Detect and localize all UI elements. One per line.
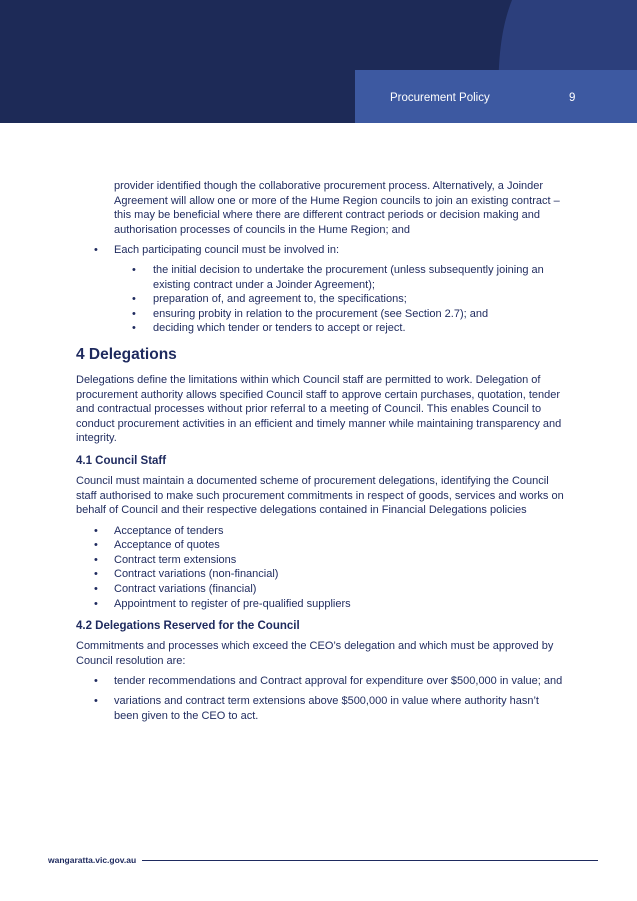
participating-sublist [76, 263, 566, 336]
list-item-text: Appointment to register of pre-qualified suppliers [114, 597, 351, 610]
document-body [76, 179, 566, 728]
reserved-paragraph: Commitments and processes which exceed the CEO’s delegation and which must be approved by Council resolution are: [76, 640, 554, 667]
list-item [76, 307, 566, 322]
bullet-icon: • [132, 322, 136, 335]
bullet-icon: • [94, 568, 98, 581]
list-item [76, 597, 566, 612]
list-item-text: Each participating council must be involved in: [114, 244, 340, 257]
footer-website-link[interactable]: wangaratta.vic.gov.au [48, 855, 137, 865]
subsection-heading-reserved: 4.2 Delegations Reserved for the Council [76, 620, 300, 633]
list-item [76, 524, 566, 539]
reserved-list [76, 674, 566, 723]
section-heading-delegations: 4 Delegations [76, 345, 177, 363]
footer-divider [142, 860, 598, 861]
bullet-icon: • [132, 307, 136, 320]
list-item-text: preparation of, and agreement to, the specifications; [153, 293, 407, 306]
delegations-paragraph: Delegations define the limitations within which Council staff are permitted to work. Delegation of procurement authority allows specified Council staff to approve certain purchases, quotation, tender and contractual processes without prior referral to a meeting of Council. This enables Council to conduct procurement activities in an efficient and timely manner while maintaining transparency and integrity. [76, 373, 562, 445]
bullet-icon: • [94, 675, 98, 688]
list-item-text: Contract variations (non-financial) [114, 568, 279, 581]
list-item [76, 263, 566, 292]
list-item [76, 292, 566, 307]
bullet-icon: • [94, 539, 98, 552]
bullet-icon: • [94, 583, 98, 596]
page-number: 9 [569, 92, 576, 104]
bullet-icon: • [94, 524, 98, 537]
list-item-text: Contract term extensions [114, 553, 237, 566]
subsection-heading-council-staff: 4.1 Council Staff [76, 454, 167, 467]
list-item [76, 582, 566, 597]
council-staff-list [76, 524, 566, 612]
list-item-text: Contract variations (financial) [114, 583, 257, 596]
list-item-text: Acceptance of tenders [114, 524, 224, 537]
list-item-text: the initial decision to undertake the procurement (unless subsequently joining an existing contract under a Joinder Agreement); [153, 263, 544, 291]
header-title: Procurement Policy [390, 92, 490, 104]
bullet-icon: • [132, 263, 136, 276]
page-header [0, 0, 637, 123]
list-item [76, 321, 566, 336]
list-item [76, 567, 566, 582]
list-item-text: Acceptance of quotes [114, 539, 220, 552]
bullet-icon: • [94, 597, 98, 610]
council-staff-paragraph: Council must maintain a documented scheme of procurement delegations, identifying the Council staff authorised to make such procurement commitments in respect of goods, services and works on behalf of Council and their respective delegations contained in Financial Delegations policies [76, 474, 564, 517]
participating-list [76, 243, 566, 258]
list-item [76, 553, 566, 568]
header-decoration [0, 0, 637, 123]
list-item-text: variations and contract term extensions above $500,000 in value where authority hasn’t been given to the CEO to act. [114, 695, 539, 722]
list-item-text: deciding which tender or tenders to accept or reject. [153, 322, 406, 335]
bullet-icon: • [94, 553, 98, 566]
bullet-icon: • [94, 244, 98, 257]
list-item [76, 538, 566, 553]
list-item-text: tender recommendations and Contract approval for expenditure over $500,000 in value; and [114, 675, 563, 688]
bullet-icon: • [94, 695, 98, 708]
bullet-icon: • [132, 293, 136, 306]
list-item [76, 674, 566, 689]
intro-paragraph: provider identified though the collaborative procurement process. Alternatively, a Joinder Agreement will allow one or more of the Hume Region councils to join an existing contract – this may be beneficial where there are different contract periods or decision making and authorisation processes of councils in the Hume Region; and [114, 180, 560, 236]
list-item [76, 694, 566, 723]
list-item [76, 243, 566, 258]
list-item-text: ensuring probity in relation to the procurement (see Section 2.7); and [153, 307, 489, 320]
